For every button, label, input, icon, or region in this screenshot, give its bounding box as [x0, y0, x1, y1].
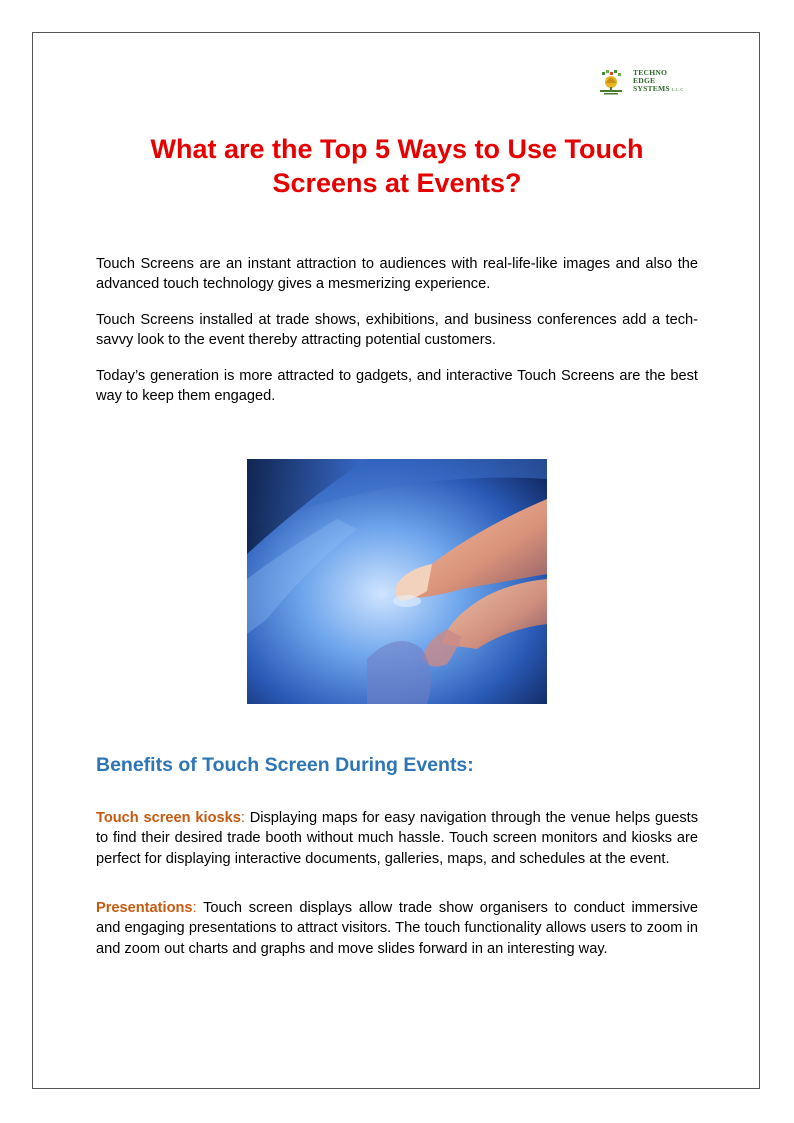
- logo-line-3: SYSTEMS: [633, 84, 670, 93]
- intro-paragraph-2: Touch Screens installed at trade shows, exhibitions, and business conferences add a tech-savvy look to the event thereby attracting potential customers.: [96, 312, 698, 348]
- benefit-label: Touch screen kiosks: [96, 810, 241, 826]
- logo-suffix: L.L.C: [671, 87, 684, 92]
- logo-line-2: EDGE: [633, 76, 656, 85]
- benefits-heading: Benefits of Touch Screen During Events:: [96, 754, 474, 776]
- page-title: What are the Top 5 Ways to Use Touch Screens at Events?: [150, 134, 644, 198]
- benefit-text: Touch screen displays allow trade show organisers to conduct immersive and engaging presentations to attract visitors. The touch functionality allows users to zoom in and zoom out charts and graphs and move slides forward in an interesting way.: [96, 900, 698, 957]
- benefit-touch-screen-kiosks: [96, 808, 698, 869]
- benefit-label: Presentations: [96, 900, 193, 916]
- logo-wordmark: [633, 69, 684, 94]
- benefit-colon: :: [240, 810, 245, 826]
- benefit-presentations: [96, 898, 698, 959]
- touch-screen-photo: [247, 459, 547, 704]
- intro-paragraph-3: Today’s generation is more attracted to gadgets, and interactive Touch Screens are the best way to keep them engaged.: [96, 368, 698, 404]
- company-logo: [598, 68, 698, 98]
- benefit-text: Displaying maps for easy navigation through the venue helps guests to find their desired trade booth without much hassle. Touch screen monitors and kiosks are perfect for displaying interactive documents, galleries, maps, and schedules at the event.: [96, 810, 698, 867]
- finger-touching-screen-image: [247, 459, 547, 704]
- intro-paragraph-1: Touch Screens are an instant attraction to audiences with real-life-like images and also the advanced touch technology gives a mesmerizing experience.: [96, 256, 698, 292]
- logo-line-1: TECHNO: [633, 68, 668, 77]
- logo-mark-icon: [598, 68, 628, 98]
- benefit-colon: :: [192, 900, 197, 916]
